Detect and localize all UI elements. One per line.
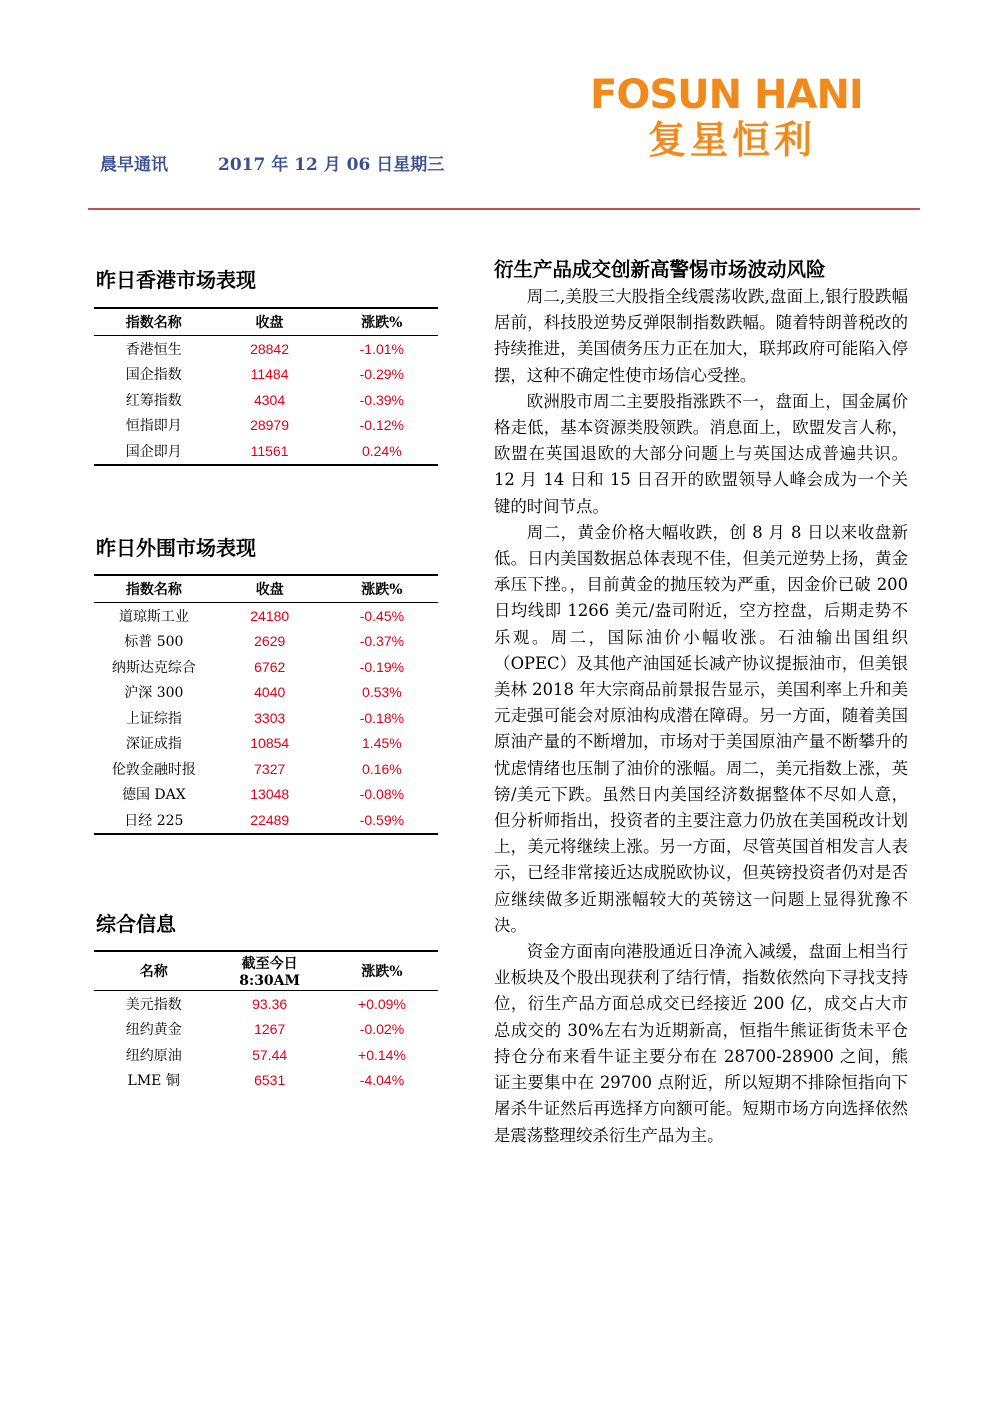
change-value: 0.53% <box>362 684 402 701</box>
index-name: 道琼斯工业 <box>118 608 189 625</box>
item-name: 纽约原油 <box>125 1047 182 1064</box>
change-value: +0.09% <box>358 995 406 1012</box>
table-row <box>94 680 438 706</box>
index-name: 伦敦金融时报 <box>111 761 196 778</box>
price-value: 57.44 <box>252 1046 288 1063</box>
article-paragraph: 周二，黄金价格大幅收跌，创 8 月 8 日以来收盘新低。日内美国数据总体表现不佳，但美元逆势上扬，黄金承压下挫。，目前黄金的抛压较为严重，因金价已破 200 日均线即 1266 美元/盎司附近，空方控盘，后期走势不乐观。周二，国际油价小幅收涨。石油输出国组织（OPEC）及其他产油国延长减产协议提振油市，但美银美林 2018 年大宗商品前景报告显示，美国利率上升和美元走强可能会对原油构成潜在障碍。另一方面，随着美国原油产量的不断增加，市场对于美国原油产量不断攀升的忧虑情绪也压制了油价的涨幅。周二，美元指数上涨，英镑/美元下跌。虽然日内美国经济数据整体不尽如人意，但分析师指出，投资者的主要注意力仍放在美国税改计划上，美元将继续上涨。另一方面，尽管英国首相发言人表示，已经非常接近达成脱欧协议，但英镑投资者仍对是否应继续做多近期涨幅较大的英镑这一问题上显得犹豫不决。 <box>494 522 908 935</box>
article-body <box>494 284 908 1149</box>
hk-market-table <box>94 307 438 466</box>
global-market-title: 昨日外围市场表现 <box>96 536 256 560</box>
table-header-row <box>94 575 438 603</box>
index-name: 国企即月 <box>94 438 213 465</box>
change-value: -0.02% <box>359 1021 405 1038</box>
info-table <box>94 950 438 1093</box>
company-logo <box>590 72 910 162</box>
close-value: 22489 <box>214 807 326 834</box>
index-name: 深证成指 <box>125 736 182 753</box>
change-value: -0.45% <box>359 607 405 624</box>
table-header-row <box>94 951 438 991</box>
item-name: 纽约黄金 <box>125 1022 182 1039</box>
table-row <box>94 362 438 388</box>
article-paragraph: 欧洲股市周二主要股指涨跌不一，盘面上，国金属价格走低，基本资源类股领跌。消息面上，欧盟发言人称，欧盟在英国退欧的大部分问题上与英国达成普遍共识。12 月 14 日和 15 日召开的欧盟领导人峰会成为一个关键的时间节点。 <box>494 391 908 516</box>
table-row <box>94 654 438 680</box>
table-row <box>94 782 438 808</box>
change-value: -0.39% <box>359 391 404 408</box>
index-name: 红筹指数 <box>125 392 182 409</box>
global-market-table <box>94 574 438 835</box>
index-name: 恒指即月 <box>125 418 182 435</box>
table-row <box>94 731 438 757</box>
table-row <box>94 991 438 1017</box>
index-name: 香港恒生 <box>125 341 182 358</box>
change-value: 0.16% <box>362 760 402 777</box>
change-value: 0.24% <box>326 438 438 465</box>
hk-market-title: 昨日香港市场表现 <box>96 268 256 292</box>
change-value: +0.14% <box>358 1046 406 1063</box>
close-value: 6762 <box>254 658 286 675</box>
table-row <box>94 1017 438 1043</box>
info-title: 综合信息 <box>96 912 176 936</box>
report-header <box>100 150 444 175</box>
item-name: LME 铜 <box>127 1073 180 1090</box>
close-value: 10854 <box>250 735 290 752</box>
table-row <box>94 413 438 439</box>
header-divider <box>88 208 920 210</box>
column-header: 涨跌% <box>326 951 438 991</box>
close-value: 28979 <box>250 417 290 434</box>
table-row <box>94 756 438 782</box>
column-header: 指数名称 <box>94 575 214 603</box>
table-header-row <box>94 308 438 336</box>
index-name: 上证综指 <box>125 710 182 727</box>
change-value: -1.01% <box>359 340 404 357</box>
column-header: 名称 <box>94 951 213 991</box>
column-header: 截至今日 8:30AM <box>213 951 326 991</box>
logo-english-text: FOSUN HANI <box>590 72 863 118</box>
table-row <box>94 603 438 629</box>
article-title: 衍生产品成交创新高警惕市场波动风险 <box>494 258 826 281</box>
change-value: -0.12% <box>359 417 404 434</box>
price-value: 1267 <box>254 1021 286 1038</box>
table-row <box>94 807 438 834</box>
logo-chinese-text: 复星恒利 <box>648 118 817 162</box>
index-name: 纳斯达克综合 <box>111 659 196 676</box>
close-value: 13048 <box>250 786 290 803</box>
price-value: 6531 <box>254 1072 286 1089</box>
close-value: 3303 <box>254 709 286 726</box>
report-date: 2017 年 12 月 06 日星期三 <box>218 155 445 175</box>
table-row <box>94 336 438 362</box>
index-name: 德国 DAX <box>121 787 186 804</box>
change-value: -0.19% <box>359 658 405 675</box>
table-row <box>94 629 438 655</box>
close-value: 28842 <box>250 340 290 357</box>
item-name: 美元指数 <box>125 996 182 1013</box>
close-value: 4040 <box>254 684 286 701</box>
index-name: 沪深 300 <box>124 685 184 702</box>
change-value: -4.04% <box>359 1072 405 1089</box>
table-row <box>94 438 438 465</box>
column-header: 收盘 <box>214 575 326 603</box>
change-value: -0.59% <box>326 807 438 834</box>
change-value: 1.45% <box>362 735 402 752</box>
close-value: 11484 <box>250 366 289 383</box>
table-row <box>94 387 438 413</box>
close-value: 11561 <box>213 438 325 465</box>
column-header: 涨跌% <box>326 308 438 336</box>
close-value: 2629 <box>254 633 286 650</box>
article-paragraph: 周二,美股三大股指全线震荡收跌,盘面上,银行股跌幅居前，科技股逆势反弹限制指数跌幅。随着特朗普税改的持续推进，美国债务压力正在加大，联邦政府可能陷入停摆，这种不确定性使市场信心受挫。 <box>494 287 908 385</box>
table-row <box>94 1042 438 1068</box>
change-value: -0.18% <box>359 709 405 726</box>
column-header: 收盘 <box>213 308 325 336</box>
change-value: -0.29% <box>359 366 404 383</box>
index-name: 标普 500 <box>124 634 184 651</box>
table-row <box>94 1068 438 1094</box>
article-paragraph: 资金方面南向港股通近日净流入减缓，盘面上相当行业板块及个股出现获利了结行情，指数依然向下寻找支持位，衍生产品方面总成交已经接近 200 亿，成交占大市总成交的 30%左右为近期新高，恒指牛熊证街货未平仓持仓分布来看牛证主要分布在 28700-28900 之间，熊证主要集中在 29700 点附近，所以短期不排除恒指向下屠杀牛证然后再选择方向额可能。短期市场方向选择依然是震荡整理绞杀衍生产品为主。 <box>494 942 908 1145</box>
column-header: 涨跌% <box>326 575 438 603</box>
change-value: -0.08% <box>359 786 405 803</box>
report-title: 晨早通讯 <box>100 155 168 175</box>
index-name: 日经 225 <box>94 807 214 834</box>
close-value: 24180 <box>250 607 290 624</box>
index-name: 国企指数 <box>125 367 182 384</box>
change-value: -0.37% <box>359 633 405 650</box>
price-value: 93.36 <box>252 995 288 1012</box>
close-value: 7327 <box>254 760 286 777</box>
close-value: 4304 <box>253 391 286 408</box>
column-header: 指数名称 <box>94 308 213 336</box>
table-row <box>94 705 438 731</box>
